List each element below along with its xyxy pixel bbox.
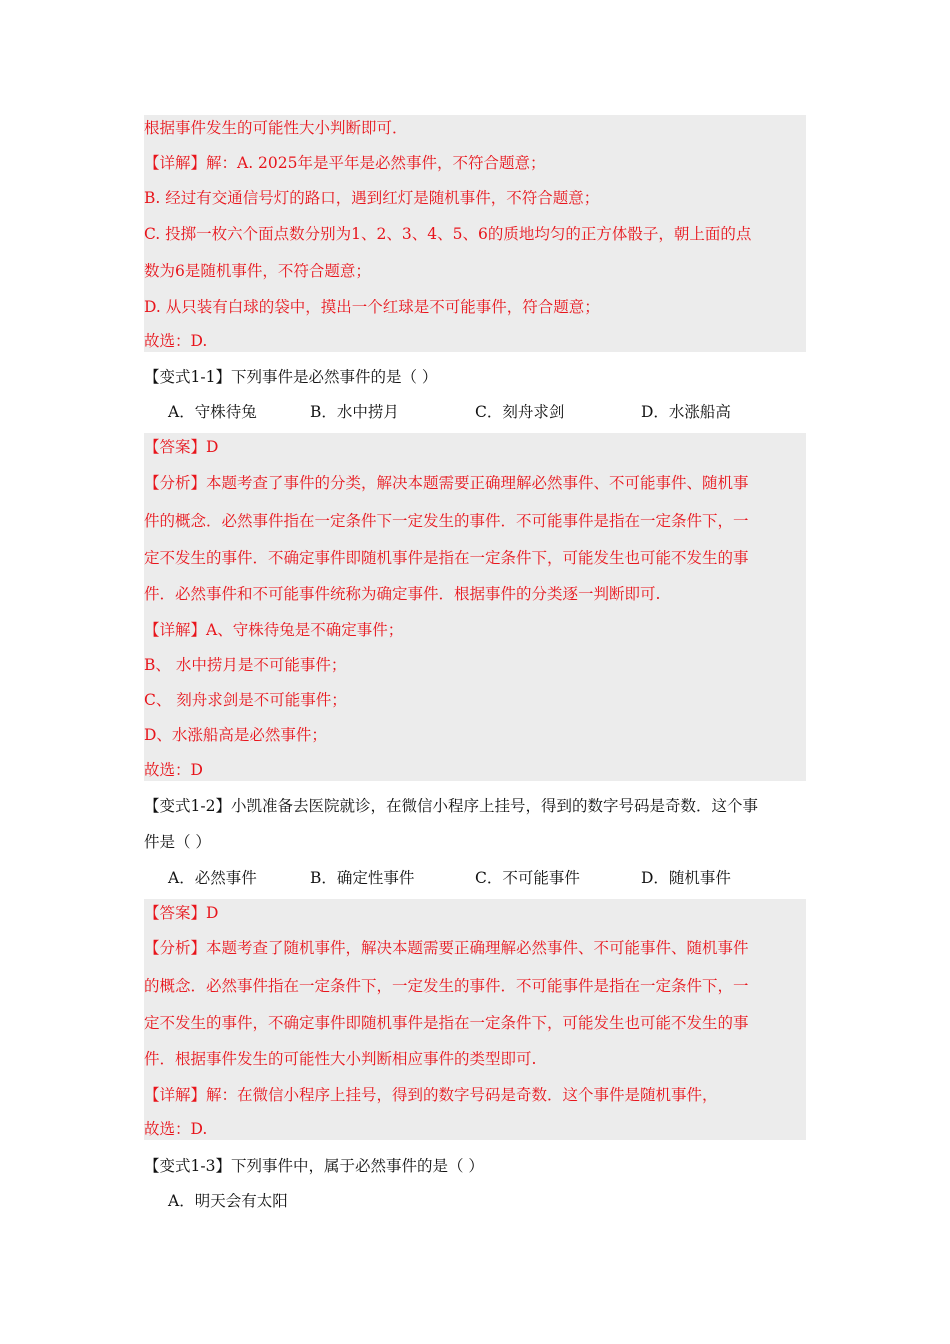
option-a: A．守株待兔 <box>168 403 257 421</box>
option-c: C．不可能事件 <box>475 869 580 887</box>
solution-line: 【详解】A、守株待兔是不确定事件； <box>144 621 404 639</box>
question-stem: 【变式1-3】下列事件中，属于必然事件的是（ ） <box>144 1157 484 1175</box>
solution-line: 【详解】解：A. 2025年是平年是必然事件，不符合题意； <box>144 154 546 172</box>
option-c: C．刻舟求剑 <box>475 403 565 421</box>
analysis-line: 【分析】本题考查了随机事件，解决本题需要正确理解必然事件、不可能事件、随机事件 <box>144 939 749 957</box>
option-a: A．明天会有太阳 <box>168 1192 288 1210</box>
option-b: B．确定性事件 <box>310 869 415 887</box>
solution-line: D、水涨船高是必然事件； <box>144 726 327 744</box>
option-d: D．随机事件 <box>641 869 731 887</box>
option-b: B．水中捞月 <box>310 403 399 421</box>
solution-line: C. 投掷一枚六个面点数分别为1、2、3、4、5、6的质地均匀的正方体骰子，朝上面的点 <box>144 225 752 243</box>
question-stem: 【变式1-1】下列事件是必然事件的是（ ） <box>144 368 438 386</box>
option-a: A．必然事件 <box>168 869 257 887</box>
option-d: D．水涨船高 <box>641 403 731 421</box>
conclusion-line: 故选：D. <box>144 1120 208 1138</box>
solution-line: 【详解】解：在微信小程序上挂号，得到的数字号码是奇数．这个事件是随机事件， <box>144 1086 718 1104</box>
analysis-line: 根据事件发生的可能性大小判断即可． <box>144 119 408 137</box>
conclusion-line: 故选：D <box>144 761 203 779</box>
answer-line: 【答案】D <box>144 904 219 922</box>
question-stem: 件是（ ） <box>144 833 211 851</box>
analysis-line: 件．必然事件和不可能事件统称为确定事件．根据事件的分类逐一判断即可. <box>144 585 661 603</box>
solution-line: B、 水中捞月是不可能事件； <box>144 656 347 674</box>
answer-line: 【答案】D <box>144 438 219 456</box>
analysis-line: 件的概念．必然事件指在一定条件下一定发生的事件．不可能事件是指在一定条件下，一 <box>144 512 749 530</box>
analysis-line: 定不发生的事件．不确定事件即随机事件是指在一定条件下，可能发生也可能不发生的事 <box>144 549 749 567</box>
analysis-line: 的概念．必然事件指在一定条件下，一定发生的事件．不可能事件是指在一定条件下，一 <box>144 977 749 995</box>
solution-line: B. 经过有交通信号灯的路口，遇到红灯是随机事件，不符合题意； <box>144 189 600 207</box>
solution-line: D. 从只装有白球的袋中，摸出一个红球是不可能事件，符合题意； <box>144 298 600 316</box>
question-stem: 【变式1-2】小凯准备去医院就诊，在微信小程序上挂号，得到的数字号码是奇数．这个事 <box>144 797 758 815</box>
analysis-line: 【分析】本题考查了事件的分类，解决本题需要正确理解必然事件、不可能事件、随机事 <box>144 474 749 492</box>
conclusion-line: 故选：D. <box>144 332 208 350</box>
analysis-line: 定不发生的事件，不确定事件即随机事件是指在一定条件下，可能发生也可能不发生的事 <box>144 1014 749 1032</box>
solution-line: 数为6是随机事件，不符合题意； <box>144 262 371 280</box>
analysis-line: 件．根据事件发生的可能性大小判断相应事件的类型即可. <box>144 1050 537 1068</box>
solution-line: C、 刻舟求剑是不可能事件； <box>144 691 347 709</box>
